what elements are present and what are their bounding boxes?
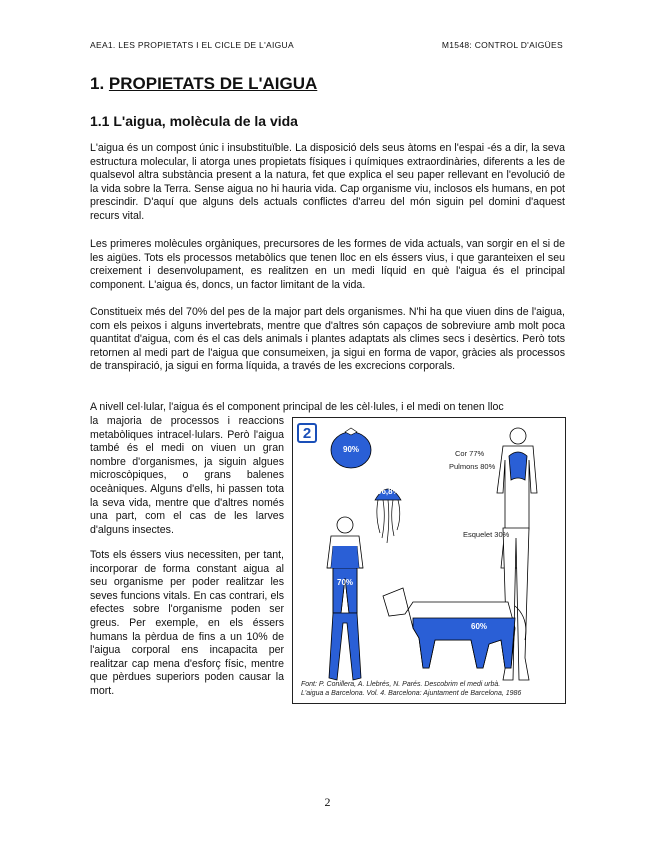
section-title [90,74,317,94]
water-content-figure [292,417,566,704]
figure-caption-line-1: Font: P. Conillera, A. Llebrés, N. Parés. Descobrim el medi urbà. [301,681,501,688]
figure-number-badge: 2 [297,423,317,443]
human-percent: 70% [337,578,354,587]
skeleton-label: Esquelet 30% [463,530,510,539]
tomato-percent: 90% [343,445,360,454]
section-number: 1. [90,74,105,93]
lungs-label: Pulmons 80% [449,462,496,471]
column-paragraph-1: la majoria de processos i reaccions metabòliques intracel·lulars. Però l'aigua també és el medi on viuen un gran nombre d'organismes, ja siguin algues microscòpiques, o grans balenes oceàniques. Alguns d'ells, hi passen tota la seva vida, mentre que d'altres només una part, com el cas de les larves d'alguns insectes. [90,415,284,536]
column-paragraph-2: Tots els éssers vius necessiten, per tant, incorporar de forma constant aigua al seu organisme per poder realitzar les seves funcions vitals. En cas contrari, els efectes sobre l'organisme poden ser greus. Per exemple, en els éssers humans la pèrdua de fins a un 10% de l'aigua corporal ens incapacita per realitzar cap mena d'esforç físic, mentre que pèrdues superiors poden causar la mort. [90,549,284,697]
section-title-text: PROPIETATS DE L'AIGUA [108,74,318,93]
figure-caption [301,680,563,698]
paragraph-4: A nivell cel·lular, l'aigua és el component principal de les cèl·lules, i el medi on tenen lloc [90,401,504,413]
page-number: 2 [324,795,331,809]
cow-icon [383,588,526,668]
figure-caption-line-2: L'aigua a Barcelona. Vol. 4. Barcelona: Ajuntament de Barcelona, 1986 [301,690,522,697]
cow-percent: 60% [471,622,488,631]
paragraph-1: L'aigua és un compost únic i insubstituïble. La disposició dels seus àtoms en l'espai -és a dir, la seva estructura molecular, li atorga unes propietats físiques i químiques extraordinàries, diferents a les de qualsevol altra substància present a la natura, fet que explica el seu paper rellevant en l'evolució de la vida sobre la Terra. Sense aigua no hi hauria vida. Cap organisme viu, inclosos els humans, en pot prescindir. D'aquí que alguns dels actuals conflictes d'arreu del món siguin pel domini d'aquest recurs vital. [90,142,565,222]
header-left: AEA1. LES PROPIETATS I EL CICLE DE L'AIGUA [90,40,294,50]
header-right: M1548: CONTROL D'AIGÜES [441,40,563,50]
section-subtitle: 1.1 L'aigua, molècula de la vida [90,113,298,129]
jellyfish-percent: 96,8% [377,487,400,496]
figure-illustration [293,418,565,703]
human-silhouette-icon [327,517,363,680]
jellyfish-icon [375,489,401,543]
paragraph-3: Constitueix més del 70% del pes de la major part dels organismes. N'hi ha que viuen dins de l'aigua, com els peixos i alguns invertebrats, mentre que d'altres són capaços de sobreviure amb molt poca quantitat d'aigua, com és el cas dels animals i plantes adaptats als climes secs i desèrtics. Però tots retornen al medi part de l'aigua que consumeixen, ja sigui en forma de vapor, gràcies als processos de transpiració, ja sigui en forma líquida, a través de les excrecions corporals. [90,306,565,373]
heart-label: Cor 77% [455,449,485,458]
paragraph-2: Les primeres molècules orgàniques, precursores de les formes de vida actuals, van sorgir en el si de les aigües. Tots els processos metabòlics que tenen lloc en els éssers vius, i que garanteixen el seu creixement i desenvolupament, es realitzen en un medi líquid en què l'aigua és el principal component. L'aigua és, doncs, un factor limitant de la vida. [90,238,565,291]
